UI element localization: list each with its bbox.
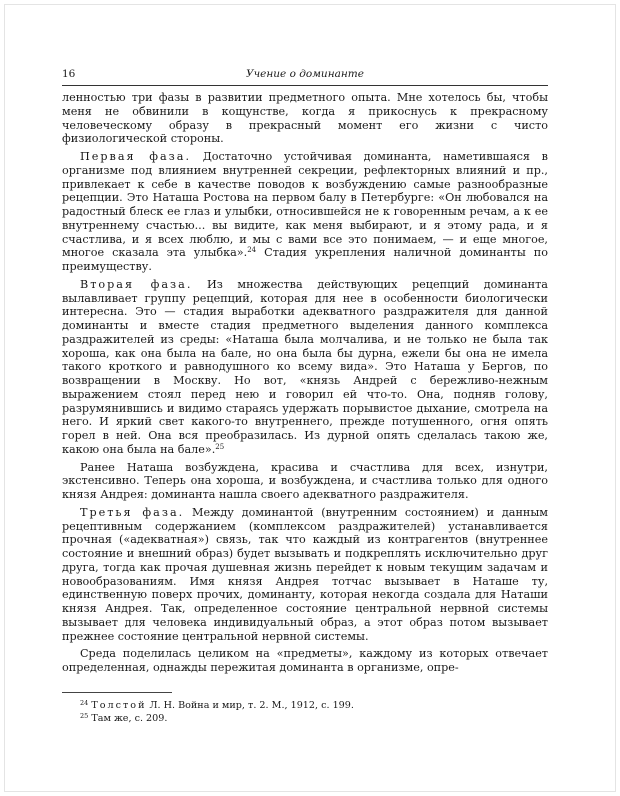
footnotes	[62, 700, 548, 725]
paragraph-text: Достаточно устойчивая доминанта, наметившаяся в организме под влиянием внутренней секреции, рефлекторных влияний и пр., привлекает к себе в качестве поводов к возбуждению самые разнообразные рецепции. Это Наташа Ростова на первом балу в Петербурге: «Он любовался на радостный блеск ее глаз и улыбки, относившейся не к говоренным речам, а к ее внутреннему счастью... вы видите, как меня выбирают, и я этому рада, и я счастлива, и я всех люблю, и мы с вами все это понимаем, — и еще многое, многое сказала эта улыбка».	[62, 150, 548, 260]
footnote-text: Л. Н. Война и мир, т. 2. М., 1912, с. 199.	[146, 700, 354, 711]
paragraph-environment	[62, 647, 548, 675]
paragraph-text: Среда поделилась целиком на «предметы», каждому из которых отвечает определенная, однажды пережитая доминанта в организме, опре-	[62, 647, 548, 674]
page-header	[62, 68, 548, 82]
paragraph-comparison	[62, 461, 548, 502]
phase-heading: Первая фаза.	[80, 150, 192, 163]
paragraph-text: Ранее Наташа возбуждена, красива и счастлива для всех, изнутри, экстенсивно. Теперь она хороша, и возбуждена, и счастлива только для одного князя Андрея: доминанта нашла своего адекватного раздражителя.	[62, 460, 548, 501]
paragraph-third-phase	[62, 506, 548, 644]
phase-heading: Вторая фаза.	[80, 277, 193, 291]
footnote-text: Там же, с. 209.	[91, 712, 168, 724]
footnote-ref[interactable]: 24	[247, 246, 257, 255]
footnote-rule	[62, 692, 172, 693]
paragraph-first-phase	[62, 150, 548, 274]
footnote-ref[interactable]: 25	[215, 442, 225, 451]
page-number: 16	[62, 68, 76, 80]
phase-heading: Третья фаза.	[80, 505, 185, 519]
header-rule	[62, 85, 548, 86]
footnote-25	[62, 713, 548, 726]
paragraph-continuation	[62, 91, 548, 146]
footnote-24	[62, 700, 548, 713]
running-title: Учение о доминанте	[246, 68, 364, 80]
paragraph-text: ленностью три фазы в развитии предметного опыта. Мне хотелось бы, чтобы меня не обвинили в кощунстве, когда я прикоснусь к прекрасному человеческому образу в прекрасный момент его жизни с чисто физиологической стороны.	[62, 91, 548, 146]
footnote-number: 24	[80, 699, 89, 707]
paragraph-text: Стадия укрепления наличной доминанты по преимуществу.	[62, 246, 548, 273]
footnote-number: 25	[80, 711, 89, 720]
paragraph-text: Из множества действующих рецепций доминанта вылавливает группу рецепций, которая для нее в особенности биологически интересна. Это — стадия выработки адекватного раздражителя для данной доминанты и вместе стадия предметного выделения данного комплекса раздражителей из среды: «Наташа была молчалива, и не только не была так хороша, как она была на бале, но она была бы дурна, ежели бы она не имела такого кроткого и равнодушного ко всему вида». Это Наташа у Бергов, по возвращении в Москву. Но вот, «князь Андрей с бережливо-нежным выражением стоял перед нею и говорил ей что-то. Она, подняв голову, разрумянившись и видимо стараясь удержать порывистое дыхание, смотрела на него. И яркий свет какого-то внутреннего, прежде потушенного, огня опять горел в ней. Она вся преобразилась. Из дурной опять сделалась такою же, какою она была на бале».	[62, 277, 548, 456]
paragraph-second-phase	[62, 278, 548, 457]
footnote-author: Толстой	[91, 700, 147, 711]
main-text	[62, 91, 548, 679]
paragraph-text: Между доминантой (внутренним состоянием) и данным рецептивным содержанием (комплексом раздражителей) устанавливается прочная («адекватная») связь, так что каждый из контрагентов (внутреннее состояние и внешний образ) будет вызывать и подкреплять исключительно друг друга, тогда как прочая душевная жизнь перейдет к новым текущим задачам и новообразованиям. Имя князя Андрея тотчас вызывает в Наташе ту, единственную поверх прочих, доминанту, которая некогда создала для Наташи князя Андрея. Так, определенное состояние центральной нервной системы вызывает для человека индивидуальный образ, а этот образ потом вызывает прежнее состояние центральной нервной системы.	[62, 505, 548, 643]
